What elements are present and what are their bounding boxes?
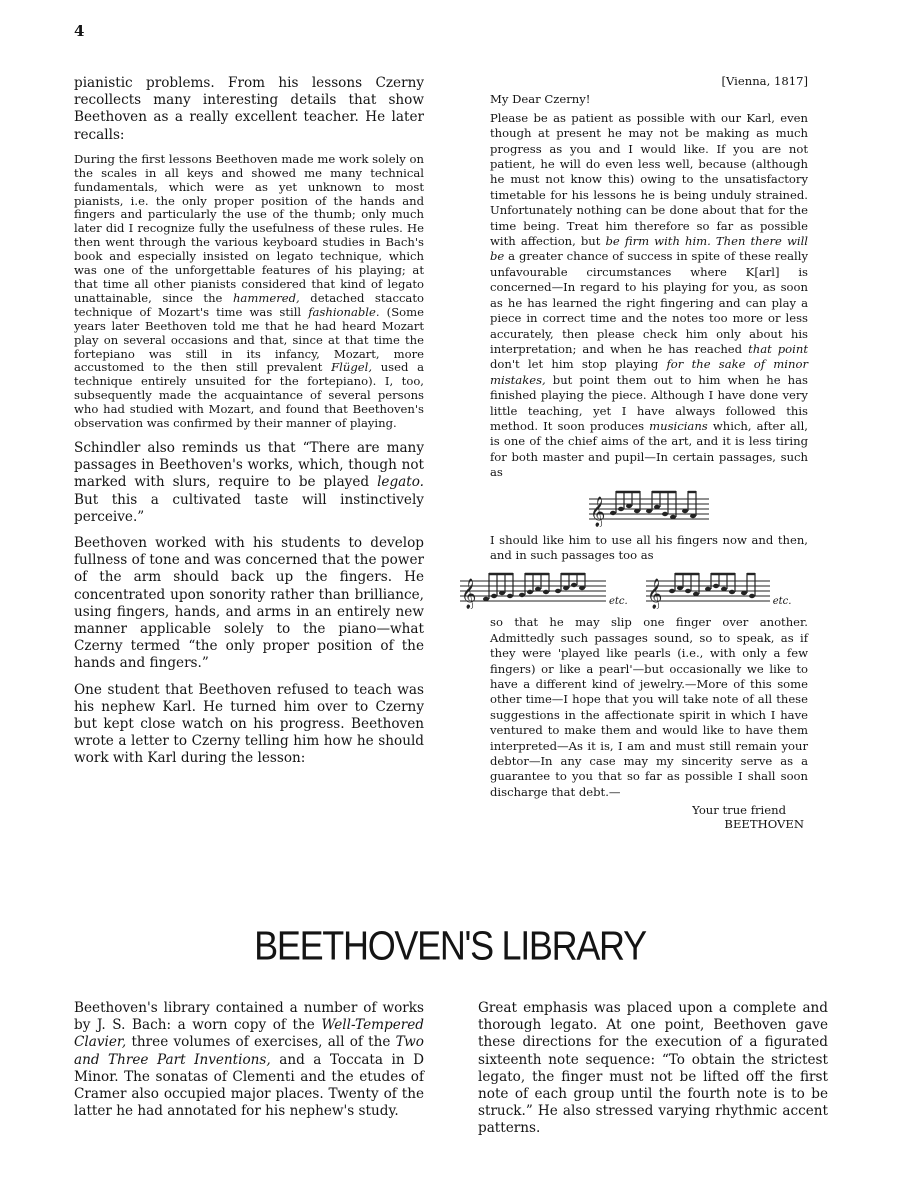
signature: BEETHOVEN <box>724 817 804 832</box>
tone-paragraph: Beethoven worked with his students to develop fullness of tone and was concerned that the power of the arm should back up the fingers. He concentrated upon sonority rather than brilliance, using fingers, hands, and arms in an entirely new manner applicable solely to the piano—what Czerny termed “the only proper position of the hands and fingers.” <box>74 534 424 672</box>
music-staff-icon <box>460 569 606 609</box>
svg-text:𝄞: 𝄞 <box>461 579 477 610</box>
library-right-column <box>478 1000 828 1147</box>
library-paragraph-right: Great emphasis was placed upon a complete and thorough legato. At one point, Beethoven gave these directions for the execution of a figurated sixteenth note sequence: “To obtain the strictest legato, the finger must not be lifted off the first note of each group until the fourth note is to be struck.” He also stressed varying rhythmic accent patterns. <box>478 1000 828 1137</box>
closing-line: Your true friend <box>692 803 786 818</box>
letter-body <box>461 110 808 800</box>
library-paragraph-left: Beethoven's library contained a number of works by J. S. Bach: a worn copy of the Well-Tempered Clavier, three volumes of exercises, all of the Two and Three Part Inventions, and a Toccata in D Minor. The sonatas of Clementi and the etudes of Cramer also occupied major places. Twenty of the latter he had annotated for his nephew's study. <box>74 1000 424 1120</box>
karl-paragraph: One student that Beethoven refused to teach was his nephew Karl. He turned him over to Czerny but kept close watch on his progress. Beethoven wrote a letter to Czerny telling him how he should work with Karl during the lesson: <box>74 681 424 767</box>
schindler-paragraph: Schindler also reminds us that “There are many passages in Beethoven's works, which, though not marked with slurs, require to be played legato. But this a cultivated taste will instinctively perceive.” <box>74 439 424 525</box>
etc-label: etc. <box>609 595 628 607</box>
svg-text:𝄞: 𝄞 <box>646 579 663 610</box>
section-title: BEETHOVEN'S LIBRARY <box>254 922 646 969</box>
letter-paragraph-1: Please be as patient as possible with our Karl, even though at present he may not be making as much progress as you and I would like. If you are not patient, he will do even less well, because (although he must not know this) owing to the unsatisfactory timetable for his lessons he is being unduly strained. Unfortunately nothing can be done about that for the time being. Treat him therefore so far as possible with affection, but be firm with him. Then there will be a greater chance of success in spite of these really unfavourable circumstances where K[arl] is concerned—In regard to his playing for you, as soon as he has learned the right fingering and can play a piece in correct time and the notes too more or less accurately, then please check him only about his interpretation; and when he has reached that point don't let him stop playing for the sake of minor mistakes, but point them out to him when he has finished playing the piece. Although I have done very little teaching, yet I have always followed this method. It soon produces musicians which, after all, is one of the chief aims of the art, and it is less tiring for both master and pupil—In certain passages, such as <box>490 110 808 480</box>
letter-closing <box>490 803 808 831</box>
letter <box>461 74 808 832</box>
svg-text:𝄞: 𝄞 <box>590 496 606 527</box>
library-left-column <box>74 1000 424 1129</box>
letter-salutation: My Dear Czerny! <box>490 92 591 107</box>
letter-paragraph-3: so that he may slip one finger over another. Admittedly such passages sound, so to speak, as if they were 'played like pearls (i.e., with only a few fingers) or like a pearl'—but occasionally we like to have a different kind of jewelry.—More of this some other time—I hope that you will take note of all these suggestions in the affectionate spirit in which I have ventured to make them and would like to have them interpreted—As it is, I am and must still remain your debtor—In any case may my sincerity serve as a guarantee to you that so far as possible I shall soon discharge that debt.— <box>490 615 808 799</box>
music-example-1 <box>490 487 808 527</box>
letter-paragraph-2: I should like him to use all his fingers now and then, and in such passages too as <box>490 532 808 562</box>
page-number: 4 <box>74 22 85 40</box>
czerny-quote: During the first lessons Beethoven made me work solely on the scales in all keys and showed me many technical fundamentals, which were as yet unknown to most pianists, i.e. the only proper position of the hands and fingers and particularly the use of the thumb; only much later did I recognize fully the usefulness of these rules. He then went through the various keyboard studies in Bach's book and especially insisted on legato technique, which was one of the unforgettable features of his playing; at that time all other pianists considered that kind of legato unattainable, since the hammered, detached staccato technique of Mozart's time was still fashionable. (Some years later Beethoven told me that he had heard Mozart play on several occasions and that, since at that time the fortepiano was still in its infancy, Mozart, more accustomed to the then still prevalent Flügel, used a technique entirely unsuited for the fortepiano). I, too, subsequently made the acquaintance of several persons who had studied with Mozart, and found that Beethoven's observation was confirmed by their manner of playing. <box>74 151 425 431</box>
intro-paragraph: pianistic problems. From his lessons Czerny recollects many interesting details that show Beethoven as a really excellent teacher. He later recalls: <box>74 75 424 143</box>
letter-date: [Vienna, 1817] <box>721 74 808 88</box>
etc-label: etc. <box>772 595 792 607</box>
music-staff-icon <box>646 569 770 609</box>
music-example-2 <box>460 569 808 609</box>
music-staff-icon <box>589 487 709 527</box>
left-column <box>74 75 424 777</box>
